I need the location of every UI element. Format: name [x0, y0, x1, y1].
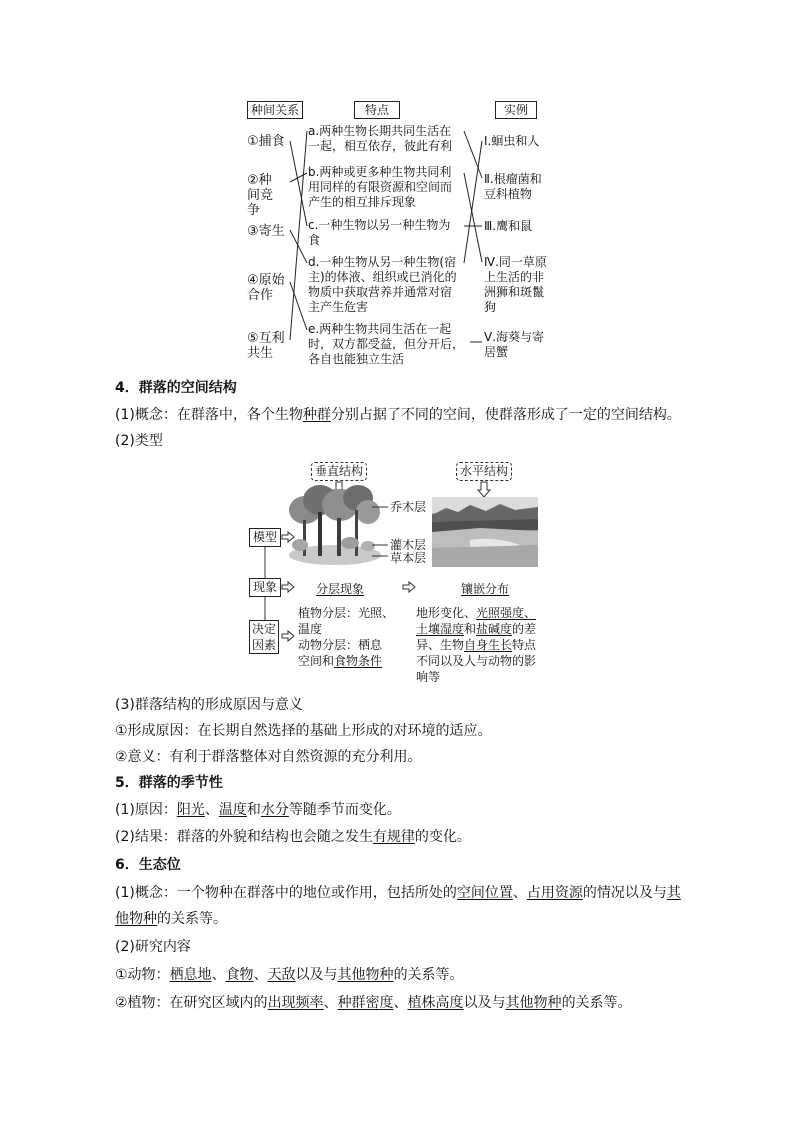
vertical-structure-title: 垂直结构 [311, 462, 367, 481]
factor-traits: 特点 [512, 638, 537, 652]
plant-end: 的关系等。 [561, 995, 632, 1011]
term-enemies: 天敌 [267, 967, 296, 983]
feature-d: d.一种生物从另一种生物(宿主)的体液、组织或已消化的物质中获取营养并通常对宿主产生危害 [308, 255, 457, 314]
example-3: Ⅲ.鹰和鼠 [484, 219, 533, 233]
factor-plant: 植物分层：光照、 [298, 606, 395, 620]
concept-term: 种群 [302, 407, 331, 423]
section6-concept-line2 [115, 910, 227, 928]
layer-tree: 乔木层 [390, 500, 427, 514]
horizontal-structure-title: 水平结构 [456, 462, 512, 481]
term-habitat: 栖息地 [169, 967, 212, 983]
feature-e: e.两种生物共同生活在一起时，双方都受益，但分开后，各自也能独立生活 [308, 322, 465, 366]
term-resources: 占用资源 [526, 885, 583, 901]
concept-label: (1)概念：一个物种在群落中的地位或作用，包括所处的 [115, 885, 457, 901]
header-example: 实例 [495, 101, 537, 119]
reason-label: (1)原因： [115, 802, 177, 818]
factor-light: 光照强度、 [476, 606, 537, 620]
sep: 、 [253, 967, 268, 983]
phenomenon-vertical: 分层现象 [316, 582, 365, 596]
research-heading: (2)研究内容 [115, 939, 191, 955]
sep: 、 [204, 802, 219, 818]
section3-meaning: ②意义：有利于群落整体对自然资源的充分利用。 [115, 749, 422, 765]
factor-animal-space: 空间和 [298, 654, 335, 668]
result-end: 的变化。 [414, 829, 471, 845]
plant-label: ②植物：在研究区域内的 [115, 995, 268, 1011]
term-frequency: 出现频率 [267, 995, 324, 1011]
concept-text: (1)概念：在群落中，各个生物 [115, 407, 303, 423]
factor-terrain: 地形变化、 [416, 606, 477, 620]
reason-end: 等随季节而变化。 [288, 802, 401, 818]
feature-a: a.两种生物长期共同生活在一起，相互依存，彼此有利 [308, 124, 453, 153]
feature-c: c.一种生物以另一种生物为食 [308, 218, 451, 247]
sep: 、 [211, 967, 226, 983]
term-other-b: 他物种 [115, 911, 157, 927]
plant-mid: 以及与 [463, 995, 506, 1011]
row-label-model: 模型 [249, 528, 281, 547]
row-label-factors: 决定因素 [249, 620, 279, 654]
example-1: Ⅰ.蛔虫和人 [484, 134, 540, 148]
term-density: 种群密度 [337, 995, 394, 1011]
factor-human-animal: 不同以及人与动物的影 [416, 654, 537, 668]
concept-end: 的关系等。 [157, 911, 227, 927]
example-5: Ⅴ.海葵与寄居蟹 [484, 330, 545, 359]
factor-organism: 异、生物 [416, 638, 465, 652]
section5-result [115, 828, 471, 846]
section5-reason [115, 801, 401, 819]
relation-mutualism: ⑤互利共生 [247, 331, 285, 361]
example-4: Ⅳ.同一草原上生活的非洲狮和斑鬣狗 [484, 255, 547, 314]
feature-b: b.两种或更多种生物共同利用同样的有限资源和空间而产生的相互排斥现象 [308, 165, 453, 209]
factor-animal: 动物分层：栖息 [298, 638, 383, 652]
section6-heading: 6．生态位 [115, 857, 181, 873]
factor-food: 食物条件 [334, 654, 383, 668]
row-label-phenomenon: 现象 [249, 578, 281, 597]
layer-herb: 草本层 [390, 551, 427, 565]
relation-protocooperation: ④原始合作 [247, 273, 285, 303]
relation-competition: ②种间竞争 [247, 173, 274, 218]
term-food: 食物 [225, 967, 254, 983]
factors-horizontal [416, 605, 542, 685]
section4-heading: 4．群落的空间结构 [115, 380, 237, 396]
and: 和 [246, 802, 261, 818]
term-temperature: 温度 [218, 802, 247, 818]
factors-vertical [298, 605, 398, 669]
term-regular: 有规律 [372, 829, 415, 845]
term-other-a: 其 [666, 885, 681, 901]
term-other-species: 其他物种 [505, 995, 562, 1011]
header-feature: 特点 [354, 101, 400, 119]
factor-plant-temp: 温度 [298, 622, 323, 636]
animal-label: ①动物： [115, 967, 170, 983]
section3-heading: (3)群落结构的形成原因与意义 [115, 697, 303, 713]
research-plant [115, 994, 632, 1012]
animal-end: 的关系等。 [393, 967, 464, 983]
relation-predation: ①捕食 [247, 134, 285, 149]
header-relation: 种间关系 [247, 101, 303, 119]
factor-diff: 的差 [512, 622, 537, 636]
example-2: Ⅱ.根瘤菌和豆科植物 [484, 172, 542, 201]
sep: 、 [393, 995, 408, 1011]
sep: 、 [323, 995, 338, 1011]
section5-heading: 5．群落的季节性 [115, 775, 223, 791]
factor-salinity: 盐碱度 [476, 622, 513, 636]
relation-parasitism: ③寄生 [247, 224, 285, 239]
types-heading: (2)类型 [115, 433, 163, 449]
layer-shrub: 灌木层 [390, 538, 427, 552]
research-animal [115, 966, 464, 984]
phenomenon-horizontal: 镶嵌分布 [461, 582, 510, 596]
section4-concept [115, 406, 681, 424]
term-other-species: 其他物种 [337, 967, 394, 983]
factor-etc: 响等 [416, 670, 441, 684]
term-space-position: 空间位置 [456, 885, 513, 901]
matching-lines [0, 0, 794, 400]
term-sunlight: 阳光 [176, 802, 205, 818]
result-label: (2)结果：群落的外貌和结构也会随之发生 [115, 829, 373, 845]
animal-mid: 以及与 [295, 967, 338, 983]
factor-soil-humidity: 土壤湿度 [416, 622, 465, 636]
section6-concept-line1 [115, 884, 681, 902]
factor-self-growth: 自身生长 [464, 638, 513, 652]
concept-mid: 的情况以及与 [582, 885, 667, 901]
factor-and: 和 [464, 622, 477, 636]
sep: 、 [512, 885, 527, 901]
section3-cause: ①形成原因：在长期自然选择的基础上形成的对环境的适应。 [115, 723, 492, 739]
term-height: 植株高度 [407, 995, 464, 1011]
term-water: 水分 [260, 802, 289, 818]
concept-text-end: 分别占据了不同的空间，使群落形成了一定的空间结构。 [330, 407, 681, 423]
